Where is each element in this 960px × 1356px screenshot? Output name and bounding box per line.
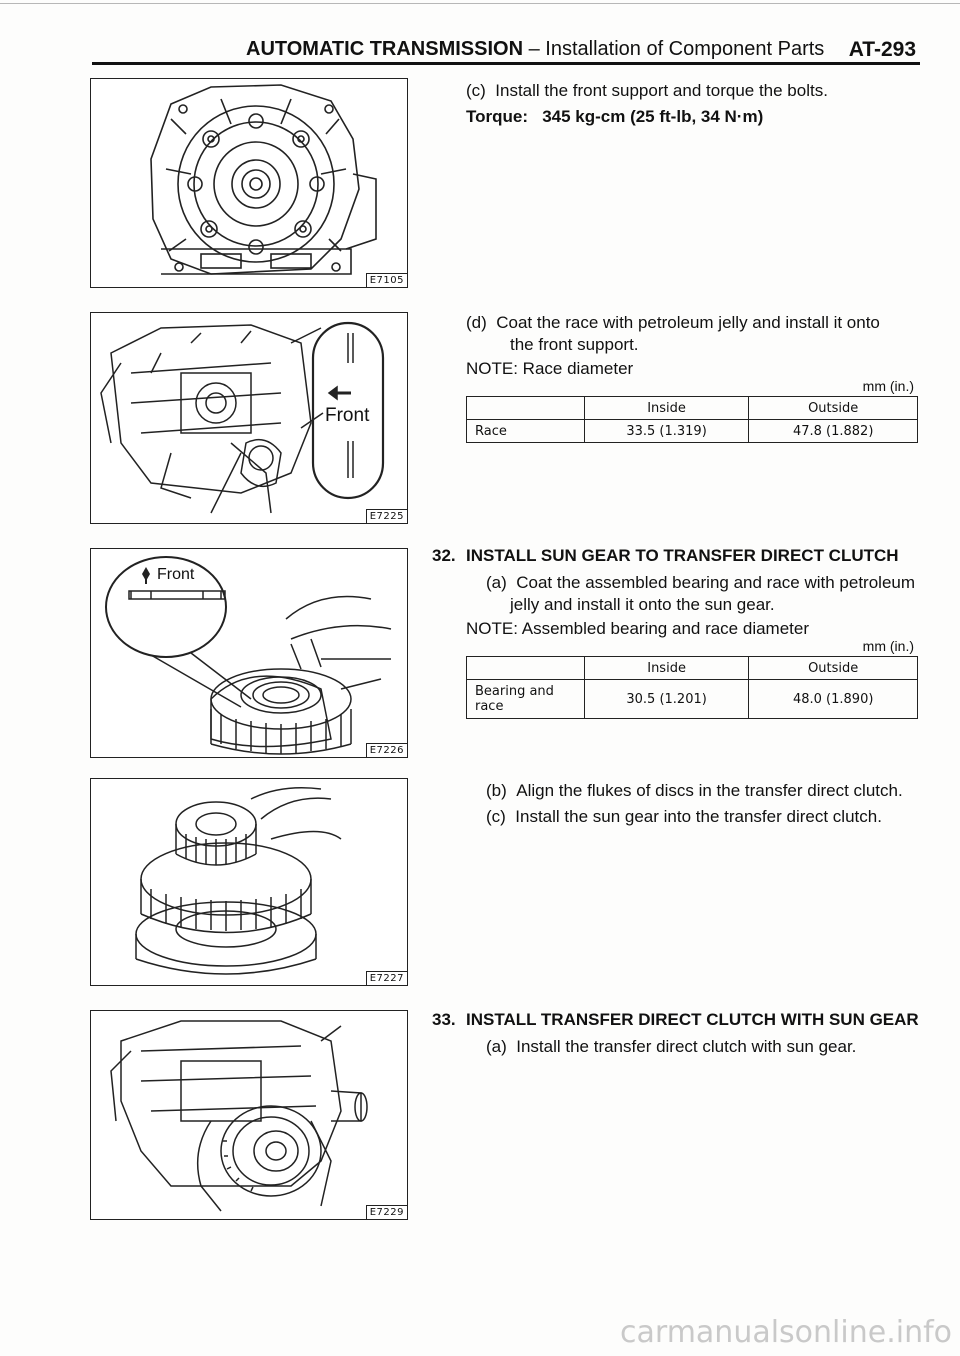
table-header-row bbox=[467, 397, 918, 420]
figure-code: E7229 bbox=[366, 1205, 408, 1220]
figure-sun-gear bbox=[90, 778, 408, 986]
figure-bearing-race bbox=[90, 548, 408, 758]
table-header-row bbox=[467, 657, 918, 680]
step-33-title: INSTALL TRANSFER DIRECT CLUTCH WITH SUN GEAR bbox=[466, 1010, 919, 1029]
torque-value: 345 kg-cm (25 ft-lb, 34 N·m) bbox=[542, 107, 764, 126]
figure-front-support bbox=[90, 78, 408, 288]
table-row bbox=[467, 420, 918, 443]
figure-code: E7225 bbox=[366, 509, 408, 524]
sun-gear-illustration bbox=[91, 779, 409, 987]
step-32a-label: (a) bbox=[486, 573, 507, 592]
table-header-cell: Outside bbox=[749, 397, 918, 420]
header-title-rest: – Installation of Component Parts bbox=[523, 38, 825, 60]
bearing-race-illustration bbox=[91, 549, 409, 759]
table-row-label bbox=[467, 680, 585, 719]
table-cell-inside: 30.5 (1.201) bbox=[584, 680, 749, 719]
front-callout-label: Front bbox=[325, 405, 370, 426]
figure-clutch-install bbox=[90, 1010, 408, 1220]
table-row bbox=[467, 680, 918, 719]
table-header-cell bbox=[467, 397, 585, 420]
step-d-line1: Coat the race with petroleum jelly and install it onto bbox=[496, 313, 880, 332]
race-diameter-table bbox=[466, 396, 918, 443]
torque-spec bbox=[466, 106, 763, 128]
step-32b-label: (b) bbox=[486, 781, 507, 800]
step-33-number: 33. bbox=[432, 1010, 456, 1029]
bearing-unit: mm (in.) bbox=[862, 638, 914, 654]
table-header-cell: Inside bbox=[584, 397, 749, 420]
table-cell-outside: 47.8 (1.882) bbox=[749, 420, 918, 443]
step-32c-text: Install the sun gear into the transfer direct clutch. bbox=[515, 807, 882, 826]
step-33a-text: Install the transfer direct clutch with sun gear. bbox=[516, 1037, 857, 1056]
race-note: NOTE: Race diameter bbox=[466, 359, 634, 378]
race-unit: mm (in.) bbox=[862, 378, 914, 394]
front-callout-label: Front bbox=[157, 566, 195, 583]
table-header-cell: Outside bbox=[749, 657, 918, 680]
step-d-label: (d) bbox=[466, 313, 487, 332]
figure-code: E7227 bbox=[366, 971, 408, 986]
table-header-cell bbox=[467, 657, 585, 680]
step-32-number: 32. bbox=[432, 546, 456, 565]
row-label-line2: race bbox=[475, 699, 504, 714]
race-install-illustration bbox=[91, 313, 409, 525]
step-d-line2: the front support. bbox=[510, 335, 639, 354]
step-32c-label: (c) bbox=[486, 807, 506, 826]
step-32a-line1: Coat the assembled bearing and race with petroleum bbox=[516, 573, 916, 592]
bearing-race-diameter-table bbox=[466, 656, 918, 719]
header-rule bbox=[92, 62, 920, 65]
step-c-text: Install the front support and torque the bolts. bbox=[495, 81, 828, 100]
clutch-install-illustration bbox=[91, 1011, 409, 1221]
table-cell-inside: 33.5 (1.319) bbox=[584, 420, 749, 443]
step-c-label: (c) bbox=[466, 81, 486, 100]
step-32a-line2: jelly and install it onto the sun gear. bbox=[510, 595, 775, 614]
step-32c bbox=[486, 806, 882, 828]
watermark: carmanualsonline.info bbox=[620, 1315, 952, 1350]
figure-race-install bbox=[90, 312, 408, 524]
step-32b bbox=[486, 780, 903, 802]
table-header-cell: Inside bbox=[584, 657, 749, 680]
step-c-front-support bbox=[466, 80, 828, 102]
row-label-line1: Bearing and bbox=[475, 684, 554, 699]
page-number: AT-293 bbox=[848, 38, 916, 61]
header-title-bold: AUTOMATIC TRANSMISSION bbox=[246, 38, 524, 60]
step-32a bbox=[486, 572, 915, 594]
figure-code: E7226 bbox=[366, 743, 408, 758]
step-d-race bbox=[466, 312, 880, 334]
front-support-illustration bbox=[91, 79, 409, 289]
step-33a-label: (a) bbox=[486, 1037, 507, 1056]
table-row-label: Race bbox=[467, 420, 585, 443]
bearing-note: NOTE: Assembled bearing and race diameter bbox=[466, 619, 810, 638]
page-header-title bbox=[246, 38, 824, 61]
step-32b-text: Align the flukes of discs in the transfer direct clutch. bbox=[516, 781, 903, 800]
step-32-title: INSTALL SUN GEAR TO TRANSFER DIRECT CLUTCH bbox=[466, 546, 899, 565]
figure-code: E7105 bbox=[366, 273, 408, 288]
step-33a bbox=[486, 1036, 856, 1058]
table-cell-outside: 48.0 (1.890) bbox=[749, 680, 918, 719]
torque-label: Torque: bbox=[466, 107, 529, 126]
top-edge-line bbox=[0, 3, 960, 4]
